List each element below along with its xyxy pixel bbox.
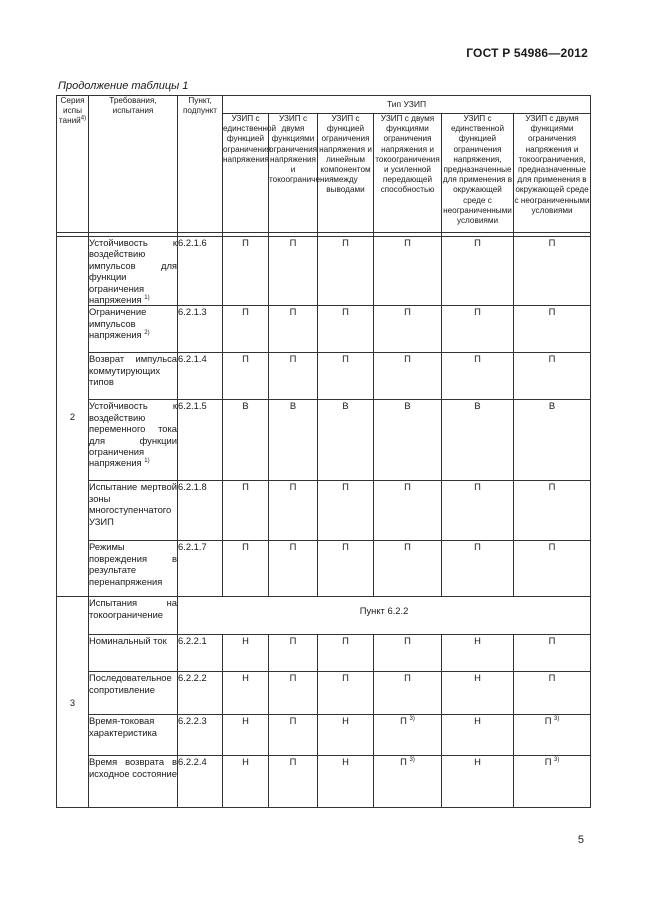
table-row <box>57 481 591 541</box>
value-text: П <box>400 715 407 727</box>
value-cell <box>318 756 374 808</box>
value-text: Н <box>474 635 481 647</box>
value-cell: П <box>223 353 269 400</box>
value-cell: П <box>223 481 269 541</box>
header-type-3: УЗИП с функцией ограничения напряжения и линейным компонентом между выводами <box>318 114 374 233</box>
value-text: Н <box>242 715 249 727</box>
point-cell: 6.2.1.6 <box>178 237 223 306</box>
value-cell <box>374 672 442 715</box>
requirement-text: Испытание мертвой зоны многоступенчатого УЗИП <box>89 481 177 527</box>
requirement-cell <box>89 353 178 400</box>
series-number: 3 <box>57 597 89 808</box>
requirement-cell <box>89 400 178 481</box>
value-cell <box>514 756 591 808</box>
value-cell <box>223 715 269 756</box>
table-row <box>57 597 591 635</box>
table-row <box>57 715 591 756</box>
header-spd-type: Тип УЗИП <box>223 96 591 114</box>
value-text: Н <box>474 715 481 727</box>
value-text: П <box>544 756 552 768</box>
point-cell: 6.2.1.8 <box>178 481 223 541</box>
point-cell: 6.2.2.3 <box>178 715 223 756</box>
value-cell <box>269 635 318 672</box>
value-text: П <box>289 715 297 727</box>
value-cell <box>318 635 374 672</box>
header-requirements: Требования, испытания <box>89 96 178 233</box>
footnote-ref: 3) <box>554 757 560 764</box>
table-row <box>57 672 591 715</box>
value-cell: П <box>269 353 318 400</box>
value-cell: П <box>269 541 318 597</box>
value-cell: П <box>223 541 269 597</box>
value-cell <box>374 635 442 672</box>
value-cell <box>223 635 269 672</box>
table-header-row <box>57 96 591 114</box>
header-series: Серия испы таний$^{4)}$ <box>57 96 89 233</box>
value-cell <box>514 635 591 672</box>
header-type-2: УЗИП с двумя функциями ограничения напряжения и токоограничения <box>269 114 318 233</box>
value-cell <box>269 672 318 715</box>
series-2-group <box>57 237 591 597</box>
table-caption: Продолжение таблицы 1 <box>58 80 189 92</box>
value-cell <box>269 756 318 808</box>
value-cell: П <box>374 306 442 353</box>
value-cell: П <box>318 481 374 541</box>
requirement-cell: Время возврата в исходное состояние <box>89 756 178 808</box>
header-type-1: УЗИП с единственной функцией ограничения напряжения <box>223 114 269 233</box>
value-cell <box>514 672 591 715</box>
value-cell: П <box>318 353 374 400</box>
value-cell: П <box>442 306 514 353</box>
value-text: Н <box>342 756 349 768</box>
value-cell <box>318 672 374 715</box>
point-cell: 6.2.1.3 <box>178 306 223 353</box>
requirement-text: Ограничение импульсов напряжения <box>89 306 147 341</box>
value-text: П <box>342 672 349 684</box>
value-text: П <box>289 756 297 768</box>
requirement-text: Возврат импульса коммутирующих типов <box>89 353 177 388</box>
footnote-ref: 1) <box>144 294 150 301</box>
value-cell: В <box>318 400 374 481</box>
value-cell <box>442 756 514 808</box>
point-cell: 6.2.2.1 <box>178 635 223 672</box>
value-cell: П <box>269 481 318 541</box>
value-cell <box>223 672 269 715</box>
value-cell: П <box>514 541 591 597</box>
value-cell: П <box>374 237 442 306</box>
point-cell: 6.2.1.7 <box>178 541 223 597</box>
value-cell <box>442 635 514 672</box>
footnote-ref: 3) <box>409 716 415 723</box>
point-cell: 6.2.2.4 <box>178 756 223 808</box>
value-cell: П <box>374 481 442 541</box>
value-text: Н <box>474 756 481 768</box>
value-cell <box>442 715 514 756</box>
value-cell <box>269 715 318 756</box>
value-cell: П <box>374 541 442 597</box>
value-text: П <box>548 635 556 647</box>
header-type-5: УЗИП с единственной функцией ограничения напряжения, предназначенные для применения в окружающей среде с неограниченными условиями <box>442 114 514 233</box>
table-row <box>57 400 591 481</box>
value-cell: П <box>514 353 591 400</box>
value-cell: П <box>223 306 269 353</box>
footnote-ref: 3) <box>554 716 560 723</box>
header-point: Пункт, подпункт <box>178 96 223 233</box>
point-cell: 6.2.1.4 <box>178 353 223 400</box>
value-cell: В <box>442 400 514 481</box>
document-code: ГОСТ Р 54986—2012 <box>466 46 588 60</box>
value-text: П <box>404 672 411 684</box>
value-cell: П <box>269 237 318 306</box>
series-3-group <box>57 597 591 808</box>
merged-point-cell: Пункт 6.2.2 <box>178 597 591 635</box>
value-cell: П <box>514 481 591 541</box>
requirement-cell <box>89 481 178 541</box>
requirement-cell: Последовательное сопротивление <box>89 672 178 715</box>
table-row <box>57 306 591 353</box>
header-type-4: УЗИП с двумя функциями ограничения напряжения и токоограничения и усиленной передающей способностью <box>374 114 442 233</box>
value-text: П <box>404 635 411 647</box>
value-cell: П <box>223 237 269 306</box>
value-cell <box>374 756 442 808</box>
value-cell: П <box>442 481 514 541</box>
requirement-text: Режимы повреждения в результате перенапряжения <box>89 541 177 587</box>
value-cell: П <box>318 237 374 306</box>
value-cell <box>223 756 269 808</box>
requirement-cell: Номинальный ток <box>89 635 178 672</box>
value-cell: П <box>442 237 514 306</box>
value-text: П <box>400 756 407 768</box>
value-text: Н <box>342 715 349 727</box>
page-number: 5 <box>577 834 584 846</box>
table-row <box>57 237 591 306</box>
value-cell: П <box>442 541 514 597</box>
value-cell <box>442 672 514 715</box>
value-cell: П <box>514 306 591 353</box>
footnote-ref: 2) <box>144 330 150 337</box>
requirement-cell <box>89 541 178 597</box>
table-row <box>57 353 591 400</box>
value-text: Н <box>474 672 481 684</box>
value-cell <box>318 715 374 756</box>
value-text: Н <box>242 756 249 768</box>
footnote-ref: 3) <box>409 757 415 764</box>
value-cell <box>374 715 442 756</box>
point-cell: 6.2.2.2 <box>178 672 223 715</box>
value-text: П <box>342 635 349 647</box>
table-row <box>57 756 591 808</box>
value-text: Н <box>242 635 249 647</box>
footnote-ref: 1) <box>144 458 150 465</box>
requirement-text: Устойчивость к воздействию импульсов для функции ограничения напряжения <box>89 237 177 306</box>
requirements-table <box>56 95 591 808</box>
value-cell: П <box>442 353 514 400</box>
value-cell: П <box>514 237 591 306</box>
value-cell: В <box>514 400 591 481</box>
value-cell: П <box>269 306 318 353</box>
value-cell: П <box>318 541 374 597</box>
series-number: 2 <box>57 237 89 597</box>
value-text: П <box>289 635 297 647</box>
header-type-6: УЗИП с двумя функциями ограничения напряжения и токоограничения, предназначенные для применения в окружающей среде с неограниченными условиями <box>514 114 591 233</box>
requirement-text: Устойчивость к воздействию переменного тока для функции ограничения напряжения <box>89 400 177 469</box>
requirement-cell <box>89 237 178 306</box>
value-cell: В <box>269 400 318 481</box>
requirement-cell: Испытания на токоограничение <box>89 597 178 635</box>
value-cell: П <box>374 353 442 400</box>
value-cell: В <box>374 400 442 481</box>
point-cell: 6.2.1.5 <box>178 400 223 481</box>
value-cell: В <box>223 400 269 481</box>
requirement-cell <box>89 306 178 353</box>
value-text: П <box>544 715 552 727</box>
value-text: П <box>289 672 297 684</box>
requirement-cell: Время-токовая характеристика <box>89 715 178 756</box>
table-row <box>57 541 591 597</box>
table-row <box>57 635 591 672</box>
value-text: П <box>548 672 556 684</box>
value-text: Н <box>242 672 249 684</box>
value-cell <box>514 715 591 756</box>
value-cell: П <box>318 306 374 353</box>
